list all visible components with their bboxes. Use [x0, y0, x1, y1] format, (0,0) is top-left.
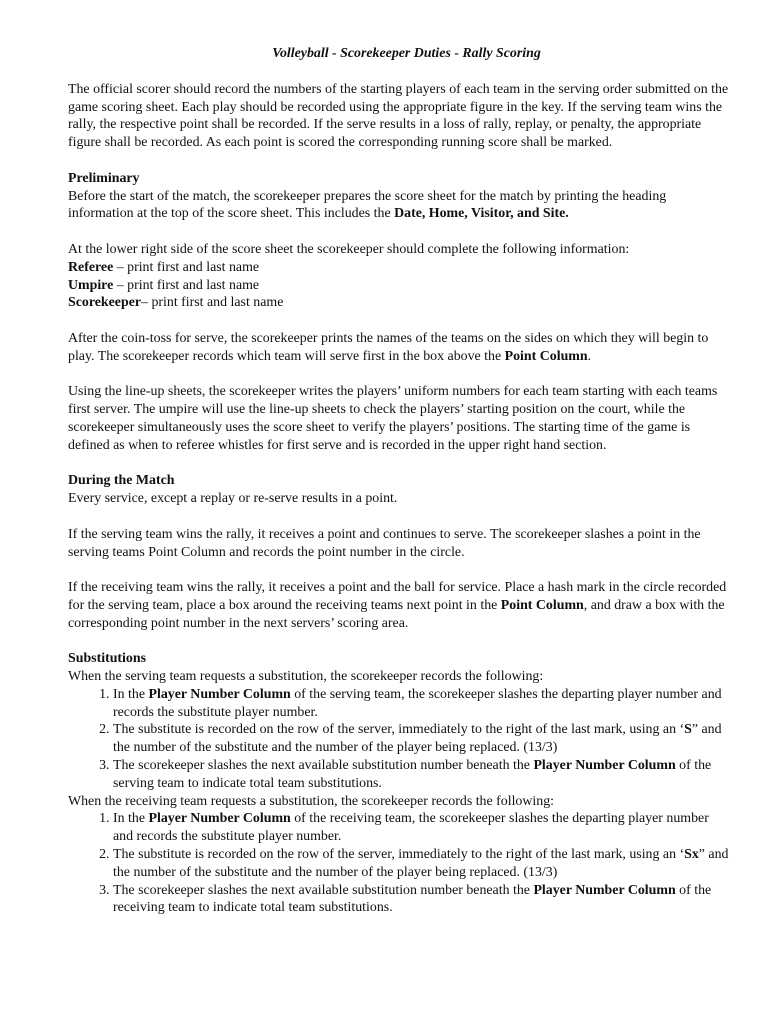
receiving-intro: When the receiving team requests a substitution, the scorekeeper records the following: — [68, 793, 555, 809]
official-text: – print first and last name — [141, 295, 284, 311]
bold-text: Point Column — [504, 348, 588, 364]
text: of the serving team to indicate total team substitutions. — [113, 758, 712, 791]
text: ” and the number of the substitute and the number of the player being replaced. (13/3) — [113, 847, 729, 880]
serving-intro: When the serving team requests a substitution, the scorekeeper records the following: — [68, 669, 544, 685]
bold-text: S — [684, 722, 692, 738]
list-item — [113, 757, 730, 793]
list-item — [113, 846, 730, 882]
bold-text: Point Column — [500, 597, 584, 613]
intro-paragraph: The official scorer should record the numbers of the starting players of each team in the serving order submitted on the game scoring sheet. Each play should be recorded using the appropriate figure in the key. If the serving team wins the rally, the respective point shall be recorded. If the serve results in a loss of rally, replay, or penalty, the appropriate figure shall be recorded. As each point is scored the corresponding running score shall be marked. — [68, 81, 729, 151]
during-paragraph-3 — [68, 579, 730, 632]
document-title: Volleyball - Scorekeeper Duties - Rally Scoring — [272, 46, 541, 61]
bold-text: Date, Home, Visitor, and Site. — [394, 206, 569, 222]
text: of the serving team, the scorekeeper slashes the departing player number and records the substitute player number. — [113, 686, 722, 720]
official-role: Umpire — [68, 277, 114, 293]
bold-text: Player Number Column — [148, 811, 291, 827]
official-text: – print first and last name — [113, 259, 260, 275]
preliminary-paragraph-2: At the lower right side of the score sheet the scorekeeper should complete the following information: — [68, 241, 630, 257]
official-role: Scorekeeper — [68, 295, 142, 311]
during-heading: During the Match — [68, 473, 175, 489]
bold-text: Sx — [684, 847, 699, 863]
official-text: – print first and last name — [113, 277, 260, 293]
receiving-steps-list — [68, 810, 730, 917]
official-scorekeeper — [68, 294, 730, 312]
text: The substitute is recorded on the row of the server, immediately to the right of the last mark, using an ‘ — [113, 847, 685, 863]
text: If the receiving team wins the rally, it receives a point and the ball for service. Place a hash mark in the circle recorded for the serving team, place a box around the receiving teams next point in the — [68, 580, 727, 613]
bold-text: Player Number Column — [148, 686, 291, 702]
text: Before the start of the match, the scorekeeper prepares the score sheet for the match by printing the heading information at the top of the score sheet. This includes the — [68, 188, 667, 222]
preliminary-paragraph-4: Using the line-up sheets, the scorekeeper writes the players’ uniform numbers for each team starting with each teams first server. The umpire will use the line-up sheets to check the players’ starting position on the court, while the scorekeeper simultaneously uses the score sheet to verify the players’ positions. The starting time of the game is defined as when to referee whistles for first serve and is recorded in the upper right hand section. — [68, 384, 718, 453]
list-item — [113, 882, 730, 918]
text: ” and the number of the substitute and the number of the player being replaced. (13/3) — [113, 722, 722, 756]
bold-text: Player Number Column — [533, 758, 676, 774]
list-item — [113, 721, 730, 757]
text: of the receiving team to indicate total team substitutions. — [113, 882, 712, 916]
preliminary-heading: Preliminary — [68, 170, 140, 186]
text: The scorekeeper slashes the next available substitution number beneath the — [113, 758, 534, 774]
text: , and draw a box with the corresponding point number in the next servers’ scoring area. — [68, 597, 725, 631]
during-paragraph-2: If the serving team wins the rally, it receives a point and continues to serve. The scorekeeper slashes a point in the serving teams Point Column and records the point number in the circle. — [68, 526, 701, 560]
text: of the receiving team, the scorekeeper slashes the departing player number and records the substitute player number. — [113, 811, 709, 845]
official-referee — [68, 259, 730, 277]
text: After the coin-toss for serve, the scorekeeper prints the names of the teams on the sides on which they will begin to play. The scorekeeper records which team will serve first in the box above the — [68, 330, 709, 364]
during-paragraph-1: Every service, except a replay or re-serve results in a point. — [68, 491, 398, 507]
text: The substitute is recorded on the row of the server, immediately to the right of the last mark, using an ‘ — [113, 722, 685, 738]
list-item — [113, 686, 730, 722]
text: In the — [113, 686, 149, 702]
list-item — [113, 810, 730, 846]
preliminary-paragraph-1 — [68, 188, 730, 224]
text: In the — [113, 811, 149, 827]
bold-text: Player Number Column — [533, 882, 676, 898]
serving-steps-list — [68, 686, 730, 793]
text: The scorekeeper slashes the next available substitution number beneath the — [113, 882, 534, 898]
official-role: Referee — [68, 259, 114, 275]
substitutions-heading: Substitutions — [68, 651, 146, 667]
official-umpire — [68, 277, 730, 295]
preliminary-paragraph-3 — [68, 330, 730, 366]
text: . — [587, 348, 592, 364]
